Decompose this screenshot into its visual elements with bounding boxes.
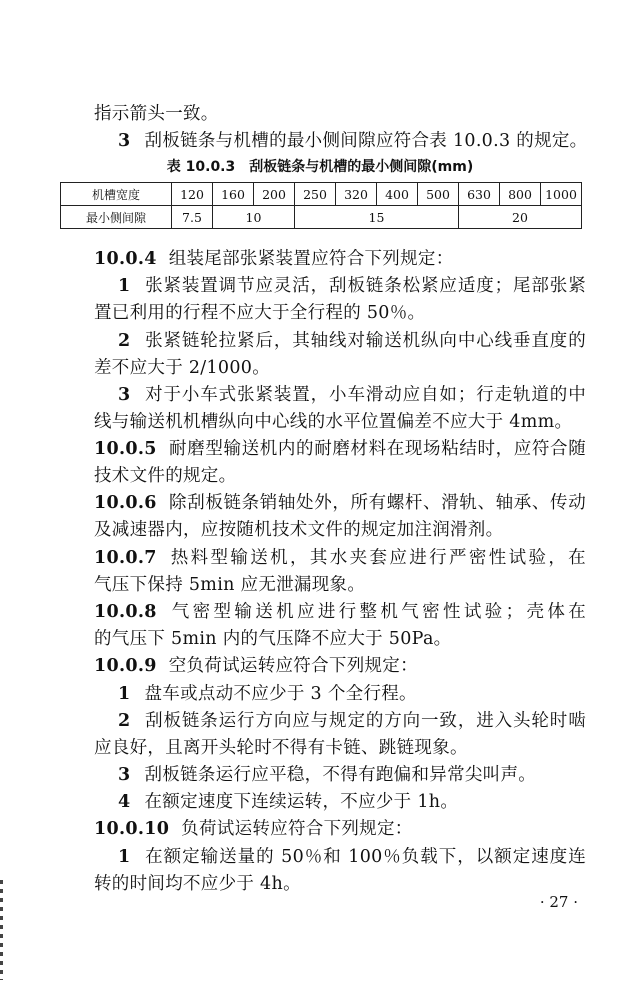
gap-cell: 20 [459,206,582,229]
width-cell: 800 [500,183,541,206]
width-cell: 500 [418,183,459,206]
clause-10-0-7: 10.0.7 热料型输送机，其水夹套应进行严密性试验，在 [94,548,586,568]
width-cell: 250 [295,183,336,206]
text-line: 指示箭头一致。 [94,104,219,124]
text-line: 差不应大于 2/1000。 [94,358,271,378]
scan-edge [0,880,3,980]
width-cell: 320 [336,183,377,206]
table-caption: 表 10.0.3 刮板链条与机槽的最小侧间隙(mm) [166,159,474,175]
text-line: 线与输送机机槽纵向中心线的水平位置偏差不应大于 4mm。 [94,412,573,432]
text-line: 转的时间均不应少于 4h。 [94,874,301,894]
clause-10-0-4-item-1: 1 张紧装置调节应灵活，刮板链条松紧应适度；尾部张紧 [118,276,586,296]
clearance-table [60,182,582,229]
width-cell: 160 [213,183,254,206]
clause-10-0-9-item-3: 3 刮板链条运行应平稳，不得有跑偏和异常尖叫声。 [118,765,537,785]
clause-10-0-8: 10.0.8 气密型输送机应进行整机气密性试验；壳体在 [94,602,586,622]
gap-cell: 10 [213,206,295,229]
header-cell: 最小侧间隙 [61,206,172,229]
clause-10-0-9-item-1: 1 盘车或点动不应少于 3 个全行程。 [118,684,417,704]
clause-10-0-3-item-3: 3 刮板链条与机槽的最小侧间隙应符合表 10.0.3 的规定。 [118,131,588,151]
gap-cell: 15 [295,206,459,229]
clause-10-0-4-item-3: 3 对于小车式张紧装置，小车滑动应自如；行走轨道的中 [118,385,586,405]
page-number: · 27 · [539,893,578,911]
width-cell: 630 [459,183,500,206]
text-line: 应良好，且离开头轮时不得有卡链、跳链现象。 [94,738,468,758]
clause-10-0-10: 10.0.10 负荷试运转应符合下列规定： [94,819,413,839]
text-line: 技术文件的规定。 [94,466,237,486]
clause-10-0-10-item-1: 1 在额定输送量的 50％和 100％负载下，以额定速度连 [118,847,586,867]
gap-cell: 7.5 [172,206,213,229]
clause-10-0-9: 10.0.9 空负荷试运转应符合下列规定： [94,656,418,676]
table-row [61,183,582,206]
width-cell: 120 [172,183,213,206]
header-cell: 机槽宽度 [61,183,172,206]
clause-10-0-6: 10.0.6 除刮板链条销轴处外，所有螺杆、滑轨、轴承、传动 [94,493,586,513]
width-cell: 400 [377,183,418,206]
table-row [61,206,582,229]
clause-10-0-9-item-2: 2 刮板链条运行方向应与规定的方向一致，进入头轮时啮 [118,711,586,731]
text-line: 及减速器内，应按随机技术文件的规定加注润滑剂。 [94,520,504,540]
clause-10-0-9-item-4: 4 在额定速度下连续运转，不应少于 1h。 [118,792,459,812]
clause-10-0-5: 10.0.5 耐磨型输送机内的耐磨材料在现场粘结时，应符合随 [94,439,586,459]
text-line: 置已利用的行程不应大于全行程的 50％。 [94,303,426,323]
width-cell: 1000 [541,183,582,206]
clause-10-0-4: 10.0.4 组装尾部张紧装置应符合下列规定： [94,249,454,269]
width-cell: 200 [254,183,295,206]
text-line: 气压下保持 5min 应无泄漏现象。 [94,575,366,595]
text-line: 的气压下 5min 内的气压降不应大于 50Pa。 [94,629,452,649]
clause-10-0-4-item-2: 2 张紧链轮拉紧后，其轴线对输送机纵向中心线垂直度的 [118,331,586,351]
